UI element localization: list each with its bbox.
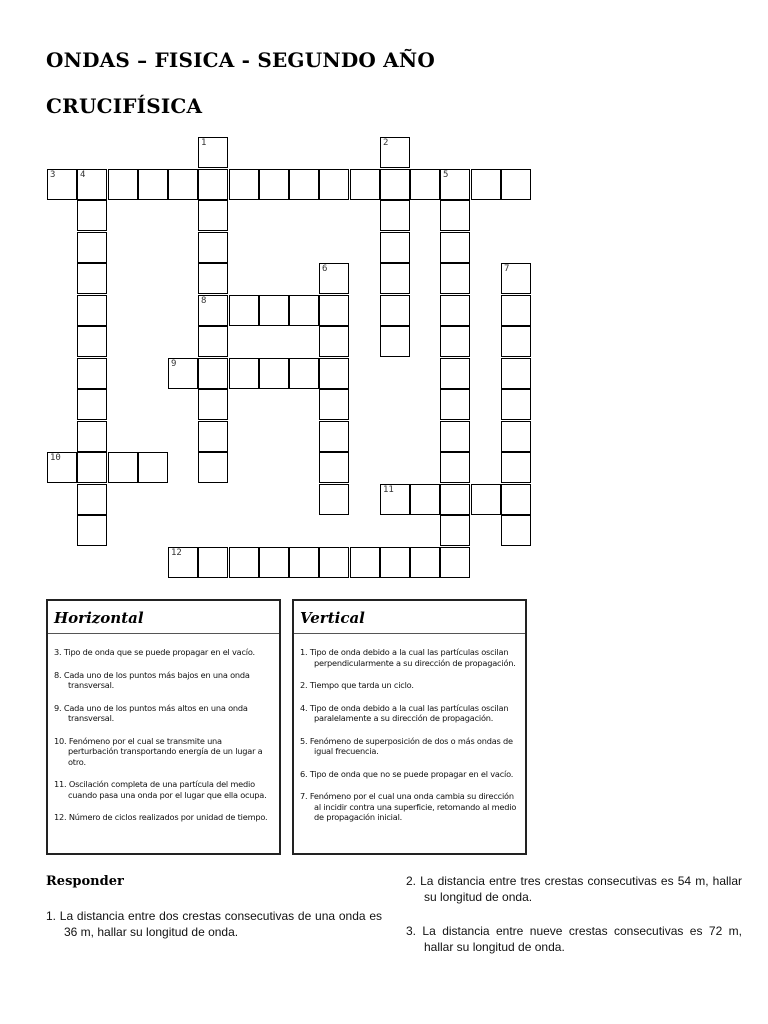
crossword-cell bbox=[198, 295, 228, 326]
clue-across-9: 9. Cada uno de los puntos más altos en una onda transversal. bbox=[54, 702, 248, 723]
crossword-cell bbox=[77, 232, 107, 263]
crossword-cell bbox=[501, 263, 531, 294]
crossword-cell bbox=[259, 295, 289, 326]
clue-number: 3 bbox=[50, 170, 56, 180]
crossword-cell bbox=[77, 169, 107, 200]
crossword-cell bbox=[501, 515, 531, 546]
crossword-cell bbox=[440, 421, 470, 452]
crossword-cell bbox=[440, 547, 470, 578]
crossword-cell bbox=[440, 484, 470, 515]
clue-down-6: 6. Tipo de onda que no se puede propagar en el vacío. bbox=[300, 768, 514, 779]
clue-number: 2 bbox=[383, 138, 389, 148]
crossword-cell bbox=[229, 358, 259, 389]
clue-number: 10 bbox=[50, 453, 61, 463]
clue-down-4: 4. Tipo de onda debido a la cual las partículas oscilan paralelamente a su dirección de propagación. bbox=[300, 702, 509, 723]
crossword-cell bbox=[198, 547, 228, 578]
clue-across-3: 3. Tipo de onda que se puede propagar en el vacío. bbox=[54, 647, 255, 657]
crossword-title: CRUCIFÍSICA bbox=[46, 94, 203, 118]
crossword-cell bbox=[350, 169, 380, 200]
horizontal-clue-list bbox=[54, 647, 273, 835]
clue-across-11: 11. Oscilación completa de una partícula del medio cuando pasa una onda por el lugar que ella ocupa. bbox=[54, 779, 267, 800]
crossword-cell bbox=[501, 389, 531, 420]
crossword-cell bbox=[319, 295, 349, 326]
crossword-cell bbox=[198, 137, 228, 168]
crossword-cell bbox=[471, 484, 501, 515]
crossword-cell bbox=[380, 200, 410, 231]
crossword-cell bbox=[289, 295, 319, 326]
crossword-cell bbox=[289, 547, 319, 578]
clue-across-10: 10. Fenómeno por el cual se transmite una perturbación transportando energía de un lugar a otro. bbox=[54, 735, 263, 767]
crossword-cell bbox=[108, 452, 138, 483]
crossword-cell bbox=[380, 484, 410, 515]
crossword-cell bbox=[108, 169, 138, 200]
crossword-cell bbox=[198, 452, 228, 483]
crossword-cell bbox=[471, 169, 501, 200]
vertical-clue-list bbox=[300, 647, 519, 835]
clue-number: 11 bbox=[383, 485, 394, 495]
crossword-cell bbox=[440, 389, 470, 420]
crossword-cell bbox=[77, 515, 107, 546]
clue-across-8: 8. Cada uno de los puntos más bajos en una onda transversal. bbox=[54, 669, 250, 690]
question-3: 3. La distancia entre nueve crestas consecutivas es 72 m, hallar su longitud de onda. bbox=[406, 924, 742, 954]
crossword-cell bbox=[319, 169, 349, 200]
divider bbox=[294, 633, 525, 634]
crossword-cell bbox=[410, 484, 440, 515]
crossword-cell bbox=[198, 421, 228, 452]
crossword-cell bbox=[501, 484, 531, 515]
crossword-cell bbox=[289, 358, 319, 389]
crossword-cell bbox=[229, 169, 259, 200]
clue-number: 5 bbox=[443, 170, 449, 180]
crossword-cell bbox=[440, 169, 470, 200]
crossword-cell bbox=[501, 421, 531, 452]
crossword-cell bbox=[501, 295, 531, 326]
divider bbox=[48, 633, 279, 634]
crossword-cell bbox=[229, 547, 259, 578]
crossword-cell bbox=[319, 326, 349, 357]
horizontal-clues-box bbox=[46, 599, 281, 855]
crossword-cell bbox=[259, 169, 289, 200]
clue-number: 7 bbox=[504, 264, 510, 274]
crossword-cell bbox=[77, 484, 107, 515]
clue-number: 9 bbox=[171, 359, 177, 369]
crossword-cell bbox=[198, 169, 228, 200]
crossword-cell bbox=[319, 263, 349, 294]
crossword-cell bbox=[229, 295, 259, 326]
crossword-cell bbox=[319, 547, 349, 578]
crossword-cell bbox=[350, 547, 380, 578]
crossword-cell bbox=[138, 452, 168, 483]
clue-down-2: 2. Tiempo que tarda un ciclo. bbox=[300, 680, 414, 690]
crossword-cell bbox=[259, 547, 289, 578]
responder-heading: Responder bbox=[46, 874, 124, 889]
crossword-cell bbox=[380, 326, 410, 357]
crossword-cell bbox=[138, 169, 168, 200]
crossword-cell bbox=[198, 389, 228, 420]
crossword-cell bbox=[380, 295, 410, 326]
vertical-heading: Vertical bbox=[300, 609, 365, 627]
crossword-cell bbox=[77, 421, 107, 452]
crossword-cell bbox=[440, 200, 470, 231]
crossword-cell bbox=[47, 169, 77, 200]
crossword-cell bbox=[198, 200, 228, 231]
question-1: 1. La distancia entre dos crestas consecutivas de una onda es 36 m, hallar su longitud de onda. bbox=[46, 909, 382, 939]
crossword-cell bbox=[501, 452, 531, 483]
crossword-cell bbox=[440, 263, 470, 294]
crossword-cell bbox=[501, 358, 531, 389]
clue-down-1: 1. Tipo de onda debido a la cual las partículas oscilan perpendicularmente a su dirección de propagación. bbox=[300, 647, 516, 668]
crossword-cell bbox=[289, 169, 319, 200]
clue-number: 8 bbox=[201, 296, 207, 306]
crossword-cell bbox=[198, 232, 228, 263]
crossword-cell bbox=[168, 358, 198, 389]
crossword-cell bbox=[198, 358, 228, 389]
crossword-cell bbox=[380, 137, 410, 168]
crossword-cell bbox=[440, 515, 470, 546]
crossword-cell bbox=[440, 232, 470, 263]
crossword-cell bbox=[168, 547, 198, 578]
crossword-cell bbox=[410, 169, 440, 200]
clue-number: 4 bbox=[80, 170, 86, 180]
clue-across-12: 12. Número de ciclos realizados por unidad de tiempo. bbox=[54, 812, 268, 822]
crossword-cell bbox=[380, 547, 410, 578]
clue-number: 6 bbox=[322, 264, 328, 274]
horizontal-heading: Horizontal bbox=[54, 609, 144, 627]
crossword-cell bbox=[198, 263, 228, 294]
crossword-cell bbox=[198, 326, 228, 357]
crossword-cell bbox=[168, 169, 198, 200]
crossword-cell bbox=[47, 452, 77, 483]
crossword-cell bbox=[440, 326, 470, 357]
clue-number: 1 bbox=[201, 138, 207, 148]
crossword-cell bbox=[501, 326, 531, 357]
crossword-cell bbox=[380, 232, 410, 263]
crossword-cell bbox=[319, 484, 349, 515]
crossword-cell bbox=[319, 389, 349, 420]
clue-down-5: 5. Fenómeno de superposición de dos o más ondas de igual frecuencia. bbox=[300, 735, 513, 756]
vertical-clues-box bbox=[292, 599, 527, 855]
question-2: 2. La distancia entre tres crestas consecutivas es 54 m, hallar su longitud de onda. bbox=[406, 874, 742, 904]
crossword-cell bbox=[380, 263, 410, 294]
crossword-cell bbox=[259, 358, 289, 389]
crossword-cell bbox=[319, 358, 349, 389]
clue-down-7: 7. Fenómeno por el cual una onda cambia su dirección al incidir contra una superficie, retomando al medio de propagación inicial. bbox=[300, 791, 517, 822]
crossword-cell bbox=[319, 421, 349, 452]
clue-number: 12 bbox=[171, 548, 182, 558]
crossword-cell bbox=[77, 295, 107, 326]
crossword-cell bbox=[440, 358, 470, 389]
crossword-cell bbox=[440, 452, 470, 483]
crossword-cell bbox=[380, 169, 410, 200]
crossword-cell bbox=[410, 547, 440, 578]
crossword-cell bbox=[77, 389, 107, 420]
page-title: ONDAS – FISICA - SEGUNDO AÑO bbox=[46, 48, 435, 72]
crossword-cell bbox=[77, 263, 107, 294]
crossword-cell bbox=[440, 295, 470, 326]
crossword-cell bbox=[77, 200, 107, 231]
crossword-cell bbox=[77, 452, 107, 483]
crossword-cell bbox=[501, 169, 531, 200]
crossword-cell bbox=[319, 452, 349, 483]
crossword-cell bbox=[77, 358, 107, 389]
crossword-cell bbox=[77, 326, 107, 357]
